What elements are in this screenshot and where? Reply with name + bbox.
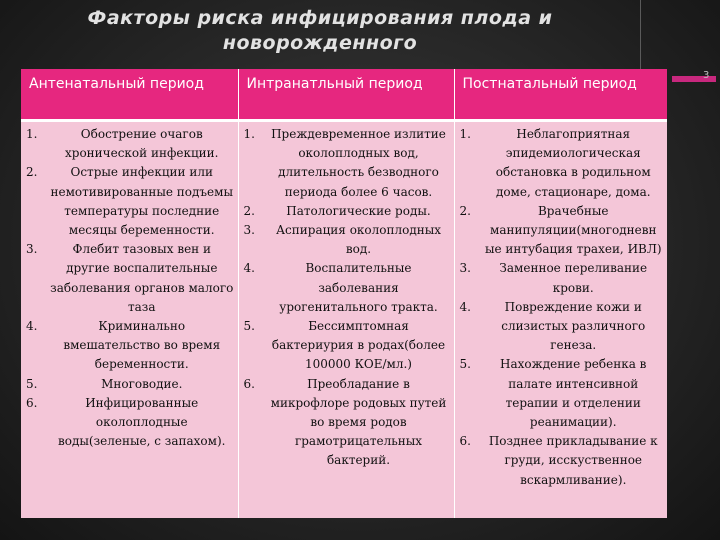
item-number: 3. <box>459 261 471 276</box>
list-item <box>242 221 451 259</box>
decorative-line <box>640 0 641 78</box>
item-text: Инфицированные околоплодные воды(зеленые, с запахом). <box>58 395 226 449</box>
list-item <box>242 125 451 202</box>
list-item <box>458 259 665 297</box>
list-item <box>24 394 235 452</box>
item-number: 1. <box>26 127 38 141</box>
list-item <box>24 375 235 394</box>
list-item <box>24 163 235 240</box>
item-text: Многоводие. <box>101 376 183 391</box>
accent-bar <box>672 76 716 82</box>
item-number: 1. <box>243 127 255 141</box>
header-postnatal: Постнатальный период <box>454 69 667 121</box>
antenatal-cell <box>21 121 238 519</box>
postnatal-list <box>458 125 665 490</box>
item-number: 5. <box>459 357 471 372</box>
item-text: Флебит тазовых вен и другие воспалительные заболевания органов малого таза <box>50 242 234 314</box>
item-text: Острые инфекции или немотивированные подъемы температуры последние месяцы беременности. <box>50 165 234 238</box>
item-text: Неблагоприятная эпидемиологическая обстановка в родильном доме, стационаре, дома. <box>495 127 651 199</box>
item-number: 4. <box>26 319 38 334</box>
list-item <box>24 240 235 317</box>
item-text: Аспирация околоплодных вод. <box>275 223 442 257</box>
intranatal-cell <box>238 121 454 519</box>
header-intranatal: Интранатльный период <box>238 69 454 121</box>
item-text: Воспалительные заболевания урогенитального тракта. <box>279 261 438 314</box>
slide-title: Факторы риска инфицирования плода и новорожденного <box>87 7 553 54</box>
item-text: Бессимптомная бактериурия в родах(более 100000 КОЕ/мл.) <box>271 319 446 372</box>
item-number: 3. <box>26 242 38 257</box>
list-item <box>458 298 665 356</box>
item-text: Обострение очагов хронической инфекции. <box>65 127 219 161</box>
item-number: 6. <box>459 434 471 449</box>
item-number: 6. <box>26 395 38 410</box>
risk-factors-table <box>21 69 667 518</box>
table-body-row <box>21 121 667 519</box>
intranatal-list <box>242 125 451 471</box>
list-item <box>24 125 235 163</box>
antenatal-list <box>24 125 235 451</box>
item-text: Преобладание в микрофлоре родовых путей во время родов грамотрицательных бактерий. <box>270 376 447 468</box>
item-text: Преждевременное излитие околоплодных вод, длительность безводного периода более 6 часов. <box>271 127 446 199</box>
list-item <box>458 432 665 490</box>
table-header-row <box>21 69 667 121</box>
item-number: 2. <box>26 165 38 180</box>
list-item <box>242 317 451 375</box>
list-item <box>458 355 665 432</box>
item-number: 2. <box>459 203 471 218</box>
item-number: 4. <box>459 299 471 314</box>
list-item <box>458 202 665 260</box>
item-number: 6. <box>243 376 255 391</box>
list-item <box>242 202 451 221</box>
list-item <box>458 125 665 202</box>
list-item <box>242 375 451 471</box>
header-antenatal: Антенатальный период <box>21 69 238 121</box>
item-number: 3. <box>243 223 255 238</box>
list-item <box>242 259 451 317</box>
item-number: 2. <box>243 203 255 218</box>
item-text: Позднее прикладывание к груди, исскуственное вскармливание). <box>488 434 658 487</box>
item-number: 1. <box>459 127 471 141</box>
item-text: Криминально вмешательство во время беременности. <box>63 319 221 372</box>
slide-number: 3 <box>703 70 710 81</box>
item-text: Заменное переливание крови. <box>499 261 648 295</box>
item-text: Патологические роды. <box>286 203 431 218</box>
item-text: Нахождение ребенка в палате интенсивной терапии и отделении реанимации). <box>500 357 647 430</box>
item-text: Врачебные манипуляции(многодневн ые интубация трахеи, ИВЛ) <box>484 203 662 257</box>
item-number: 5. <box>26 376 38 391</box>
postnatal-cell <box>454 121 667 519</box>
item-number: 4. <box>243 261 255 276</box>
item-number: 5. <box>243 319 255 334</box>
item-text: Повреждение кожи и слизистых различного генеза. <box>501 299 646 353</box>
list-item <box>24 317 235 375</box>
